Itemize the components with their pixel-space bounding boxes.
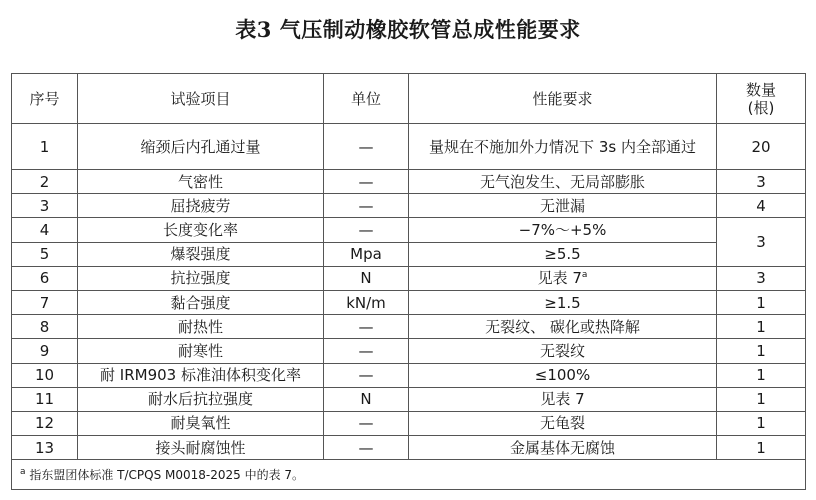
cell-seq: 2 [12, 170, 78, 194]
cell-requirement: 无气泡发生、无局部膨胀 [409, 170, 717, 194]
cell-unit: Mpa [324, 242, 409, 266]
cell-quantity: 4 [717, 194, 806, 218]
cell-item: 缩颈后内孔通过量 [78, 124, 324, 170]
cell-requirement: 金属基体无腐蚀 [409, 436, 717, 460]
table-row [12, 170, 806, 194]
table-row [12, 218, 806, 242]
cell-seq: 9 [12, 339, 78, 363]
cell-item: 接头耐腐蚀性 [78, 436, 324, 460]
table-row [12, 411, 806, 435]
cell-item: 黏合强度 [78, 290, 324, 314]
table-row [12, 124, 806, 170]
cell-item: 屈挠疲劳 [78, 194, 324, 218]
cell-seq: 4 [12, 218, 78, 242]
cell-requirement: ≤100% [409, 363, 717, 387]
cell-unit: kN/m [324, 290, 409, 314]
cell-item: 耐寒性 [78, 339, 324, 363]
footnote [12, 460, 806, 490]
cell-requirement: 无泄漏 [409, 194, 717, 218]
cell-seq: 5 [12, 242, 78, 266]
cell-seq: 6 [12, 266, 78, 290]
table-row [12, 194, 806, 218]
cell-item: 耐水后抗拉强度 [78, 387, 324, 411]
cell-unit: — [324, 363, 409, 387]
cell-unit: — [324, 411, 409, 435]
cell-item: 爆裂强度 [78, 242, 324, 266]
table-row [12, 290, 806, 314]
cell-item: 耐 IRM903 标准油体积变化率 [78, 363, 324, 387]
table-row [12, 242, 806, 266]
requirement-text: 见表 7 [537, 269, 582, 288]
cell-seq: 7 [12, 290, 78, 314]
cell-quantity: 1 [717, 436, 806, 460]
cell-seq: 13 [12, 436, 78, 460]
cell-requirement: ≥5.5 [409, 242, 717, 266]
cell-seq: 8 [12, 315, 78, 339]
cell-quantity: 1 [717, 411, 806, 435]
cell-requirement: 量规在不施加外力情况下 3s 内全部通过 [409, 124, 717, 170]
footnote-row [12, 460, 806, 490]
cell-unit: N [324, 266, 409, 290]
cell-unit: — [324, 436, 409, 460]
cell-seq: 3 [12, 194, 78, 218]
cell-unit: N [324, 387, 409, 411]
cell-unit: — [324, 315, 409, 339]
cell-seq: 1 [12, 124, 78, 170]
cell-unit: — [324, 218, 409, 242]
cell-requirement: ≥1.5 [409, 290, 717, 314]
table-row [12, 436, 806, 460]
cell-quantity: 1 [717, 363, 806, 387]
table-row [12, 315, 806, 339]
cell-item: 耐臭氧性 [78, 411, 324, 435]
header-unit: 单位 [324, 74, 409, 124]
footnote-mark: a [581, 270, 588, 281]
cell-item: 抗拉强度 [78, 266, 324, 290]
cell-quantity: 20 [717, 124, 806, 170]
table-row [12, 266, 806, 290]
header-item: 试验项目 [78, 74, 324, 124]
cell-seq: 11 [12, 387, 78, 411]
cell-requirement [409, 266, 717, 290]
cell-requirement: 无裂纹 [409, 339, 717, 363]
cell-requirement: 无裂纹、 碳化或热降解 [409, 315, 717, 339]
cell-quantity: 1 [717, 290, 806, 314]
table-title: 表3 气压制动橡胶软管总成性能要求 [235, 17, 581, 42]
header-row [12, 74, 806, 124]
footnote-text: 指东盟团体标准 T/CPQS M0018-2025 中的表 7。 [29, 467, 305, 482]
header-requirement: 性能要求 [409, 74, 717, 124]
cell-unit: — [324, 124, 409, 170]
cell-unit: — [324, 194, 409, 218]
table-row [12, 339, 806, 363]
table-row [12, 363, 806, 387]
table-row [12, 387, 806, 411]
cell-requirement: 无龟裂 [409, 411, 717, 435]
cell-quantity: 3 [717, 170, 806, 194]
cell-requirement: 见表 7 [409, 387, 717, 411]
performance-table [11, 73, 806, 490]
cell-requirement: −7%～+5% [409, 218, 717, 242]
footnote-marker: a [20, 466, 26, 477]
cell-seq: 10 [12, 363, 78, 387]
cell-unit: — [324, 170, 409, 194]
cell-quantity: 1 [717, 387, 806, 411]
cell-unit: — [324, 339, 409, 363]
cell-quantity: 3 [717, 218, 806, 266]
header-seq: 序号 [12, 74, 78, 124]
cell-quantity: 3 [717, 266, 806, 290]
cell-quantity: 1 [717, 315, 806, 339]
cell-item: 气密性 [78, 170, 324, 194]
header-quantity: 数量 (根) [717, 74, 806, 124]
cell-quantity: 1 [717, 339, 806, 363]
cell-item: 长度变化率 [78, 218, 324, 242]
cell-seq: 12 [12, 411, 78, 435]
cell-item: 耐热性 [78, 315, 324, 339]
